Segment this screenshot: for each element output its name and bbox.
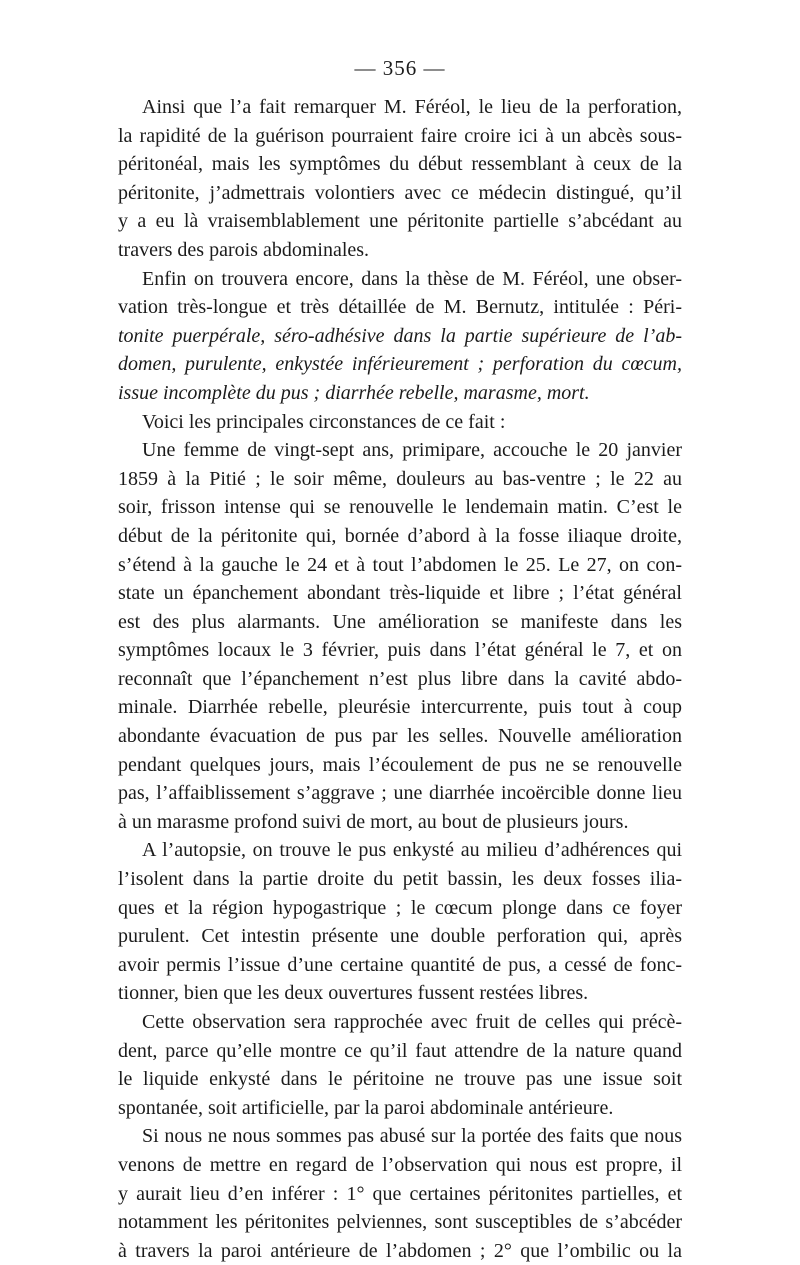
text-line: 1859 à la Pitié ; le soir même, douleurs au bas-ventre ; le 22 au: [118, 467, 682, 490]
text-line: Voici les principales circonstances de ce fait :: [142, 410, 506, 433]
text-line: vation très-longue et très détaillée de M. Bernutz, intitulée : Péri-: [118, 296, 682, 319]
text-line: abondante évacuation de pus par les selles. Nouvelle amélioration: [118, 725, 682, 748]
text-line: state un épanchement abondant très-liquide et libre ; l’état général: [118, 582, 682, 605]
text-line-italic: tonite puerpérale, séro-adhésive dans la partie supérieure de l’ab-: [118, 324, 682, 347]
text-line: y a eu là vraisemblablement une péritonite partielle s’abcédant au: [118, 210, 682, 233]
text-line: à un marasme profond suivi de mort, au bout de plusieurs jours.: [118, 810, 629, 833]
text-line: Si nous ne nous sommes pas abusé sur la portée des faits que nous: [142, 1125, 682, 1148]
page-number: — 356 —: [354, 56, 446, 80]
text-line: avoir permis l’issue d’une certaine quantité de pus, a cessé de fonc-: [118, 953, 682, 976]
text-line: début de la péritonite qui, bornée d’abord à la fosse iliaque droite,: [118, 524, 682, 547]
text-line: y aurait lieu d’en inférer : 1° que certaines péritonites partielles, et: [118, 1182, 682, 1205]
text-line: spontanée, soit artificielle, par la paroi abdominale antérieure.: [118, 1096, 614, 1119]
text-line: le liquide enkysté dans le péritoine ne trouve pas une issue soit: [118, 1068, 682, 1091]
text-line: soir, frisson intense qui se renouvelle le lendemain matin. C’est le: [118, 496, 682, 519]
text-line: pas, l’affaiblissement s’aggrave ; une diarrhée incoërcible donne lieu: [118, 782, 682, 805]
text-line: la rapidité de la guérison pourraient faire croire ici à un abcès sous-: [118, 124, 682, 147]
text-line: A l’autopsie, on trouve le pus enkysté au milieu d’adhérences qui: [142, 839, 682, 862]
text-line: est des plus alarmants. Une amélioration se manifeste dans les: [118, 610, 682, 633]
text-line: minale. Diarrhée rebelle, pleurésie intercurrente, puis tout à coup: [118, 696, 682, 719]
text-line: travers des parois abdominales.: [118, 238, 370, 261]
text-line: Ainsi que l’a fait remarquer M. Féréol, le lieu de la perforation,: [142, 96, 682, 118]
text-line: notamment les péritonites pelviennes, sont susceptibles de s’abcéder: [118, 1211, 682, 1234]
text-line: péritonéal, mais les symptômes du début ressemblant à ceux de la: [118, 153, 682, 176]
text-line-italic: domen, purulente, enkystée inférieurement ; perforation du cœcum,: [118, 353, 682, 376]
text-line-italic: issue incomplète du pus ; diarrhée rebelle, marasme, mort.: [118, 381, 590, 404]
body-text: [118, 93, 682, 1265]
text-line: reconnaît que l’épanchement n’est plus libre dans la cavité abdo-: [118, 667, 682, 690]
text-line: Enfin on trouvera encore, dans la thèse de M. Féréol, une obser-: [142, 267, 682, 290]
text-line: péritonite, j’admettrais volontiers avec ce médecin distingué, qu’il: [118, 181, 682, 204]
text-line: symptômes locaux le 3 février, puis dans l’état général le 7, et on: [118, 639, 682, 662]
text-line: tionner, bien que les deux ouvertures fussent restées libres.: [118, 982, 589, 1005]
text-line: Cette observation sera rapprochée avec fruit de celles qui précè-: [142, 1011, 682, 1033]
text-line: s’étend à la gauche le 24 et à tout l’abdomen le 25. Le 27, on con-: [118, 553, 682, 576]
text-line: venons de mettre en regard de l’observation qui nous est propre, il: [118, 1153, 682, 1176]
text-line: dent, parce qu’elle montre ce qu’il faut attendre de la nature quand: [118, 1039, 682, 1062]
text-line: ques et la région hypogastrique ; le cœcum plonge dans ce foyer: [118, 896, 682, 919]
text-line: à travers la paroi antérieure de l’abdomen ; 2° que l’ombilic ou la: [118, 1239, 682, 1262]
text-line: pendant quelques jours, mais l’écoulement de pus ne se renouvelle: [118, 753, 682, 776]
text-line: Une femme de vingt-sept ans, primipare, accouche le 20 janvier: [142, 439, 682, 462]
text-line: purulent. Cet intestin présente une double perforation qui, après: [118, 925, 682, 948]
text-line: l’isolent dans la partie droite du petit bassin, les deux fosses ilia-: [118, 868, 682, 891]
